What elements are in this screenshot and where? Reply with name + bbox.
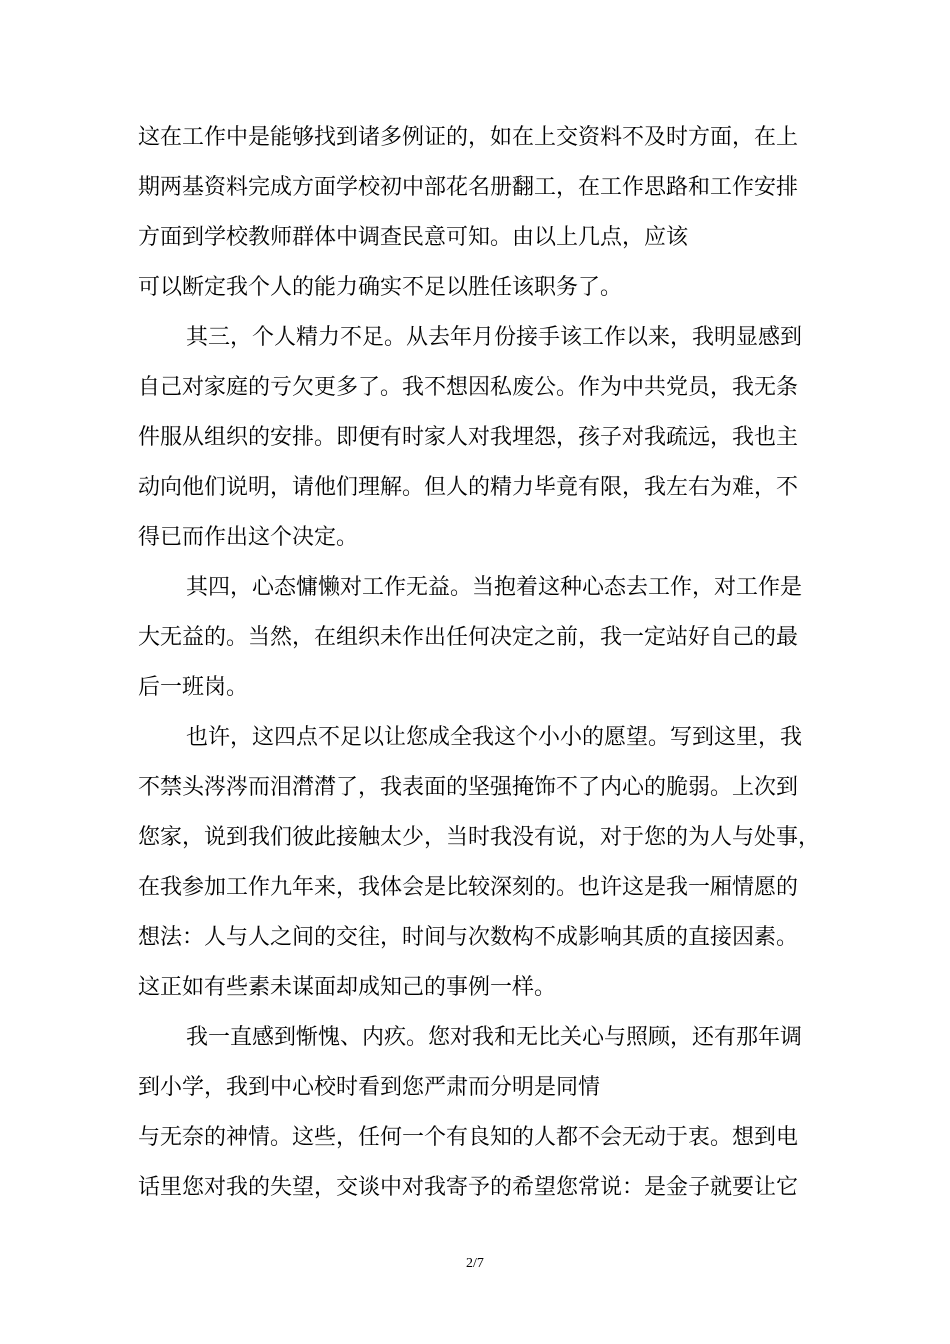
paragraph-line: 您家，说到我们彼此接触太少，当时我没有说，对于您的为人与处事，	[138, 825, 821, 850]
paragraph-line: 这正如有些素未谋面却成知己的事例一样。	[138, 975, 557, 1000]
paragraph-line: 话里您对我的失望，交谈中对我寄予的希望您常说：是金子就要让它	[138, 1175, 799, 1200]
paragraph-line: 其三，个人精力不足。从去年月份接手该工作以来，我明显感到	[186, 325, 803, 350]
paragraph-line: 想法：人与人之间的交往，时间与次数构不成影响其质的直接因素。	[138, 925, 799, 950]
paragraph-line: 这在工作中是能够找到诸多例证的，如在上交资料不及时方面，在上	[138, 125, 799, 150]
paragraph-line: 件服从组织的安排。即便有时家人对我埋怨，孩子对我疏远，我也主	[138, 425, 799, 450]
paragraph-line: 自己对家庭的亏欠更多了。我不想因私废公。作为中共党员，我无条	[138, 375, 799, 400]
paragraph-line: 到小学，我到中心校时看到您严肃而分明是同情	[138, 1075, 601, 1100]
paragraph-line: 期两基资料完成方面学校初中部花名册翻工，在工作思路和工作安排	[138, 175, 799, 200]
paragraph-line: 可以断定我个人的能力确实不足以胜任该职务了。	[138, 275, 623, 300]
paragraph-line: 与无奈的神情。这些，任何一个有良知的人都不会无动于衷。想到电	[138, 1125, 799, 1150]
paragraph-line: 得已而作出这个决定。	[138, 525, 359, 550]
paragraph-line: 动向他们说明，请他们理解。但人的精力毕竟有限，我左右为难，不	[138, 475, 799, 500]
paragraph-line: 在我参加工作九年来，我体会是比较深刻的。也许这是我一厢情愿的	[138, 875, 799, 900]
paragraph-line: 我一直感到惭愧、内疚。您对我和无比关心与照顾，还有那年调	[186, 1025, 803, 1050]
paragraph-line: 不禁头涔涔而泪潸潸了，我表面的坚强掩饰不了内心的脆弱。上次到	[138, 775, 799, 800]
page-number: 2/7	[466, 1256, 484, 1271]
paragraph-line: 其四，心态慵懒对工作无益。当抱着这种心态去工作，对工作是	[186, 575, 803, 600]
paragraph-line: 后一班岗。	[138, 675, 249, 700]
paragraph-line: 大无益的。当然，在组织未作出任何决定之前，我一定站好自己的最	[138, 625, 799, 650]
paragraph-line: 也许，这四点不足以让您成全我这个小小的愿望。写到这里，我	[186, 725, 803, 750]
paragraph-line: 方面到学校教师群体中调查民意可知。由以上几点，应该	[138, 225, 689, 250]
